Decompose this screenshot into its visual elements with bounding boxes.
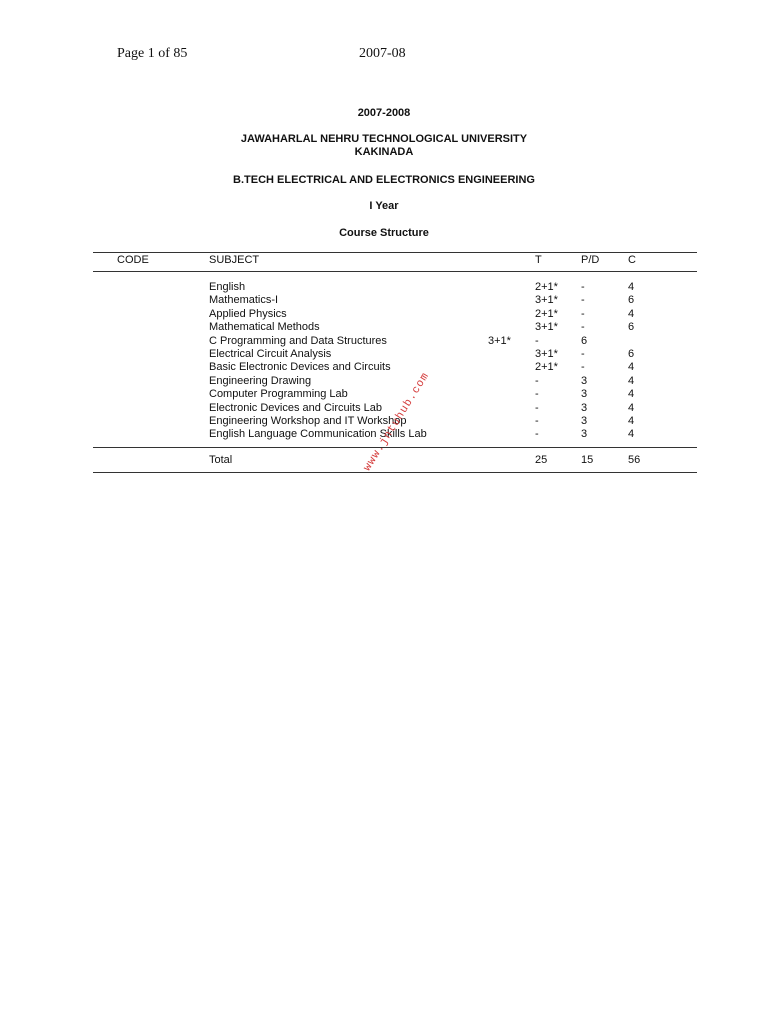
cell-pd: 3 <box>581 402 588 414</box>
table-top-rule <box>93 252 697 253</box>
table-bottom-rule <box>93 472 697 473</box>
year-level: I Year <box>369 200 399 212</box>
cell-subject: Electrical Circuit Analysis <box>209 348 332 360</box>
column-header-pd: P/D <box>581 254 600 266</box>
watermark-text: www.jntuhub.com <box>361 370 433 474</box>
cell-c: 4 <box>628 402 635 414</box>
total-c: 56 <box>628 454 641 466</box>
cell-pd: - <box>581 294 585 306</box>
cell-subject: C Programming and Data Structures <box>209 335 387 347</box>
column-header-t: T <box>535 254 542 266</box>
university-name <box>0 133 768 159</box>
cell-subject: Electronic Devices and Circuits Lab <box>209 402 383 414</box>
column-header-code: CODE <box>117 254 149 266</box>
cell-subject: Engineering Drawing <box>209 375 312 387</box>
cell-pd: 3 <box>581 428 588 440</box>
cell-c: 4 <box>628 281 635 293</box>
cell-pd: - <box>581 281 585 293</box>
total-label: Total <box>209 454 233 466</box>
cell-pd: 6 <box>581 335 588 347</box>
cell-subject: Applied Physics <box>209 308 287 320</box>
cell-pd: - <box>581 321 585 333</box>
section-title: Course Structure <box>339 227 429 239</box>
cell-subject: Computer Programming Lab <box>209 388 348 400</box>
cell-pd: - <box>581 348 585 360</box>
cell-t: - <box>535 428 539 440</box>
page-number: Page 1 of 85 <box>117 46 188 61</box>
cell-c: 4 <box>628 388 635 400</box>
cell-subject: Mathematics-I <box>209 294 279 306</box>
cell-t: - <box>535 388 539 400</box>
cell-subject: English Language Communication Skills Lab <box>209 428 427 440</box>
cell-pd: 3 <box>581 375 588 387</box>
cell-pd: 3 <box>581 388 588 400</box>
table-header-rule <box>93 271 697 272</box>
cell-t: 3+1* <box>535 348 558 360</box>
cell-t: 2+1* <box>535 281 558 293</box>
cell-t: 3+1* <box>535 321 558 333</box>
cell-c: 6 <box>628 348 635 360</box>
university-name-line1: JAWAHARLAL NEHRU TECHNOLOGICAL UNIVERSITY <box>240 133 528 145</box>
cell-c: 4 <box>628 308 635 320</box>
page-header <box>0 46 768 66</box>
cell-subject: Engineering Workshop and IT Workshop <box>209 415 407 427</box>
cell-c: 6 <box>628 294 635 306</box>
table-total-rule <box>93 447 697 448</box>
cell-t: - <box>535 335 539 347</box>
document-year: 2007-2008 <box>357 107 411 119</box>
header-year: 2007-08 <box>359 46 406 61</box>
cell-t-offset: 3+1* <box>488 335 511 347</box>
university-name-line2: KAKINADA <box>354 146 414 158</box>
cell-subject: English <box>209 281 246 293</box>
column-header-c: C <box>628 254 636 266</box>
cell-pd: 3 <box>581 415 588 427</box>
cell-t: 2+1* <box>535 361 558 373</box>
cell-t: - <box>535 402 539 414</box>
cell-t: 2+1* <box>535 308 558 320</box>
total-t: 25 <box>535 454 548 466</box>
cell-c: 4 <box>628 375 635 387</box>
cell-pd: - <box>581 361 585 373</box>
total-pd: 15 <box>581 454 594 466</box>
cell-subject: Mathematical Methods <box>209 321 320 333</box>
cell-t: - <box>535 415 539 427</box>
cell-subject: Basic Electronic Devices and Circuits <box>209 361 391 373</box>
column-header-subject: SUBJECT <box>209 254 260 266</box>
cell-c: 4 <box>628 428 635 440</box>
cell-c: 6 <box>628 321 635 333</box>
cell-c: 4 <box>628 415 635 427</box>
cell-pd: - <box>581 308 585 320</box>
branch-title: B.TECH ELECTRICAL AND ELECTRONICS ENGINEERING <box>233 174 535 186</box>
cell-t: 3+1* <box>535 294 558 306</box>
cell-c: 4 <box>628 361 635 373</box>
cell-t: - <box>535 375 539 387</box>
